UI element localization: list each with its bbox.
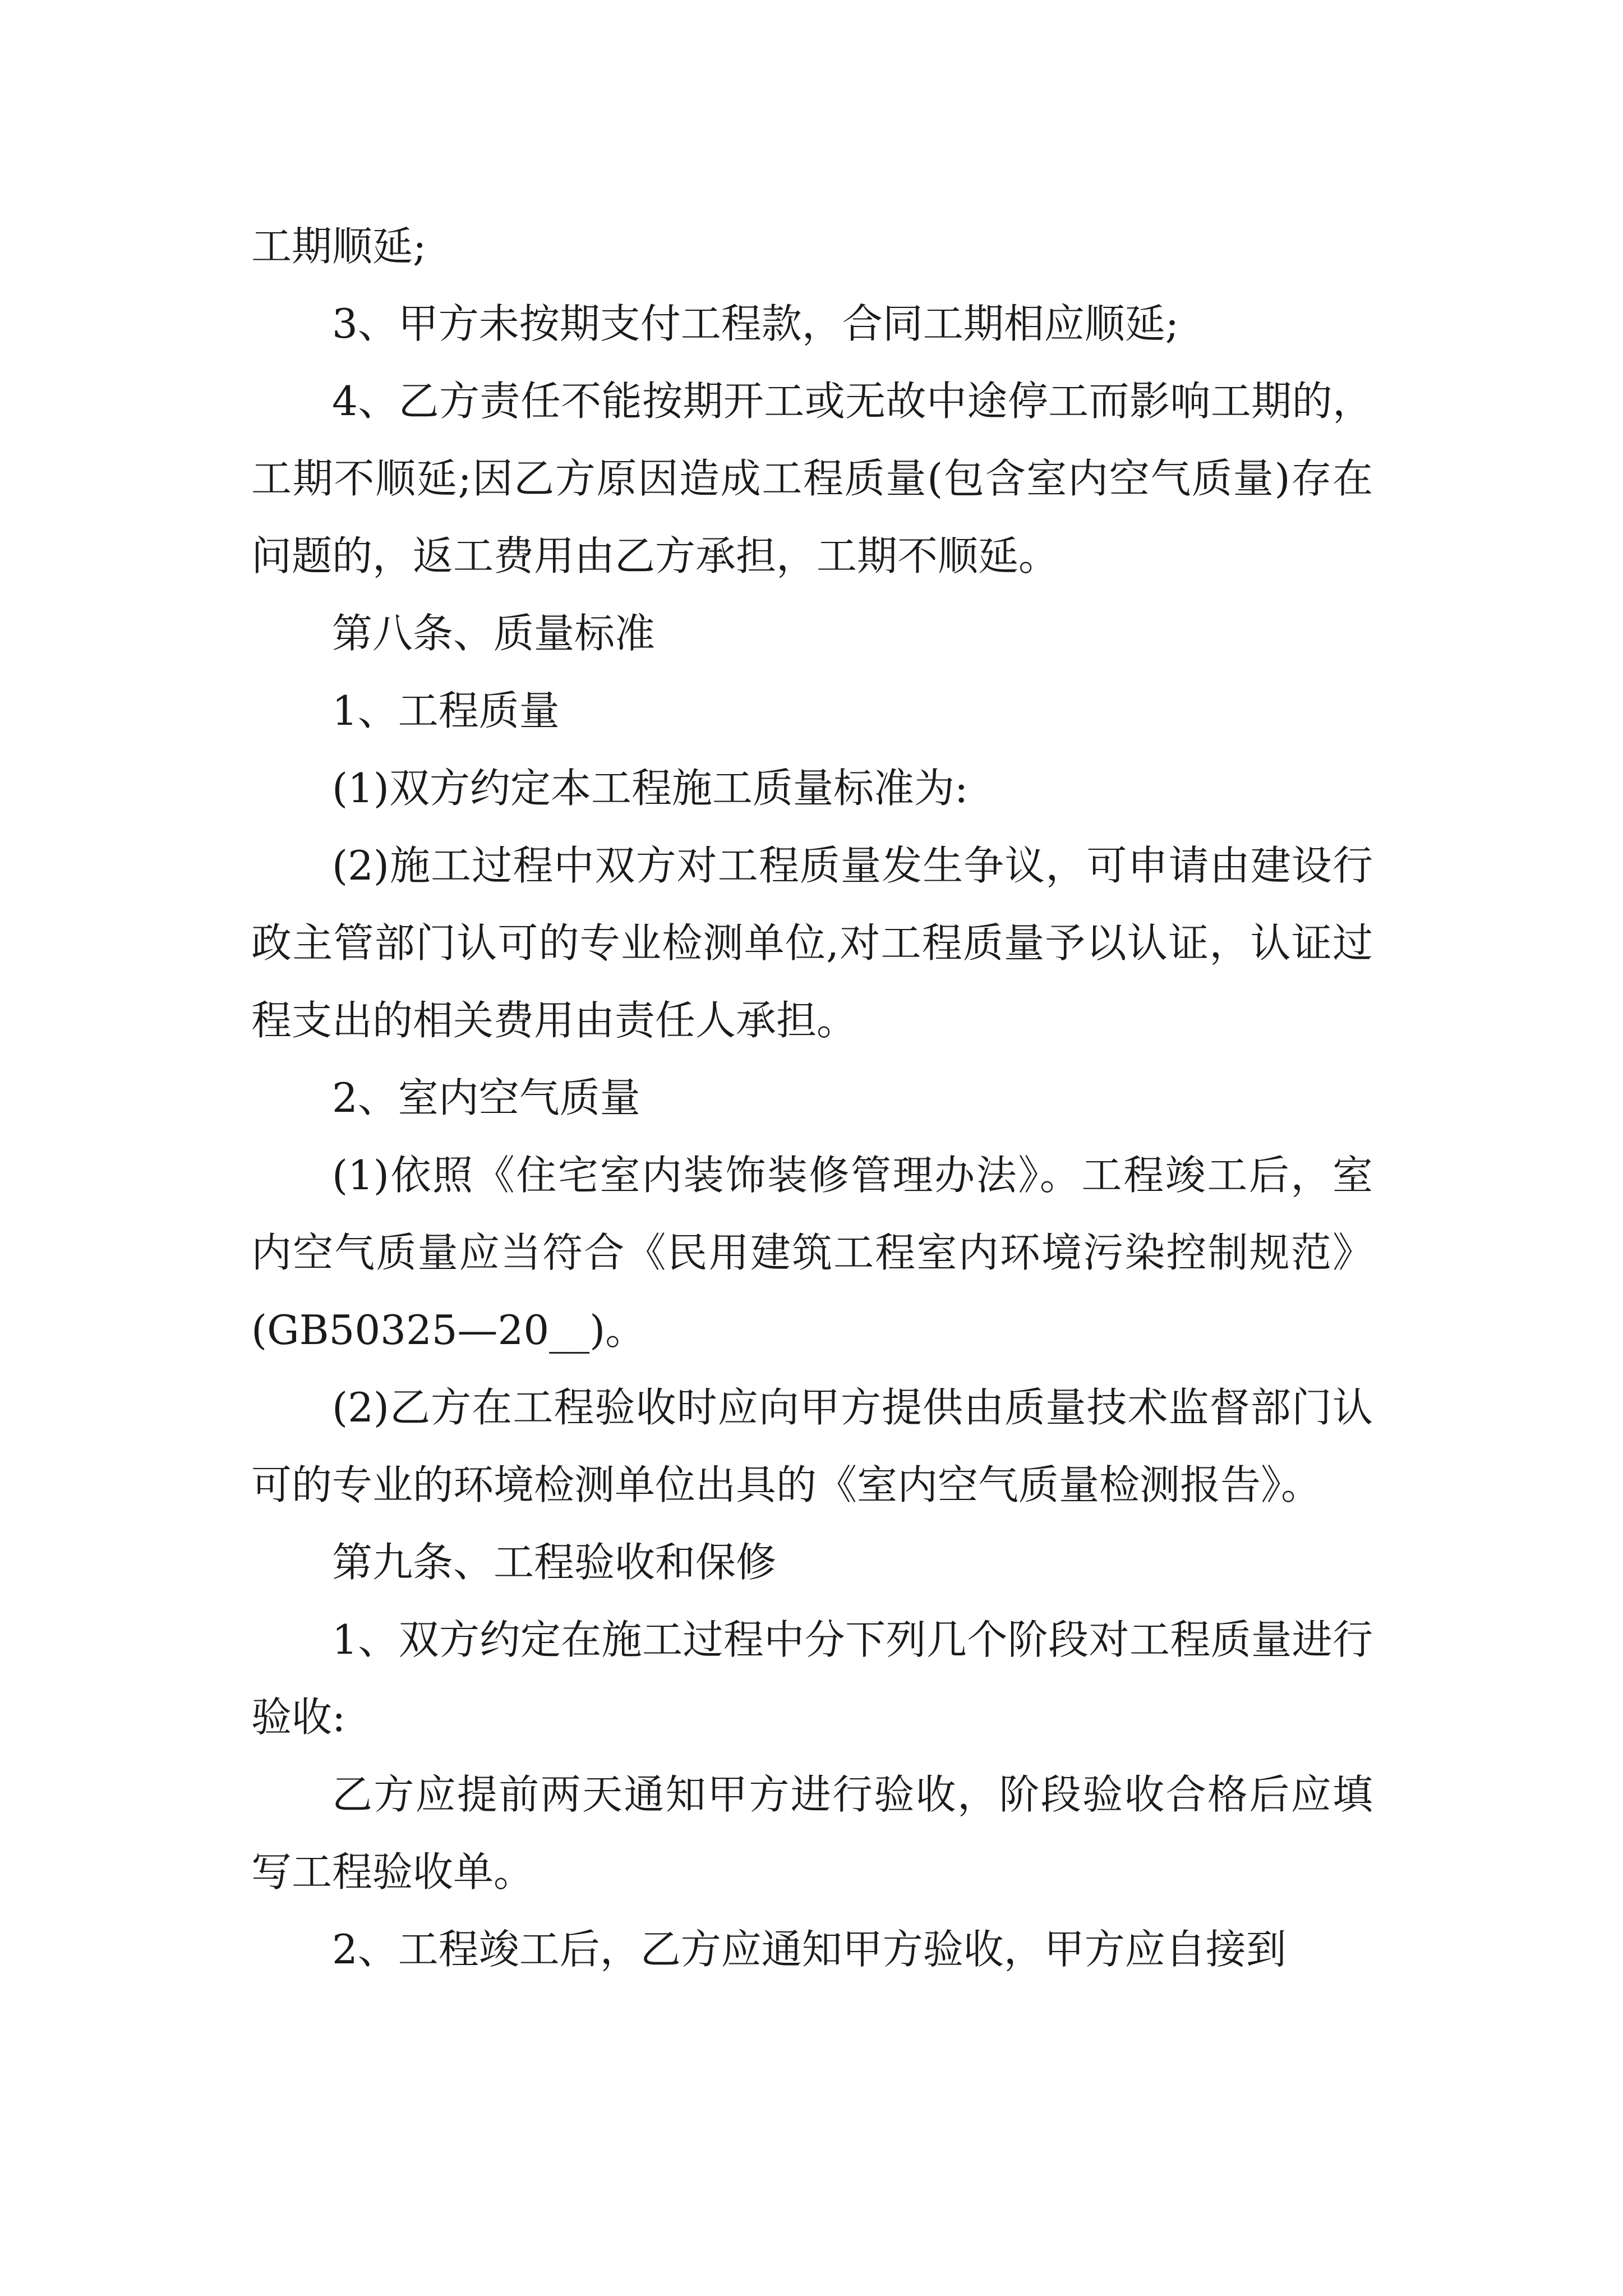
paragraph-air-quality-regulation: (1)依照《住宅室内装饰装修管理办法》。工程竣工后，室内空气质量应当符合《民用建筑工程室内环境污染控制规范》(GB50325—20__)。 [251, 1152, 1373, 1354]
paragraph-stage-acceptance: 1、双方约定在施工过程中分下列几个阶段对工程质量进行验收: [251, 1616, 1373, 1741]
paragraph-2: 3、甲方未按期支付工程款，合同工期相应顺延; [332, 300, 1179, 347]
document-body [251, 208, 1373, 1988]
paragraph-air-quality-report: (2)乙方在工程验收时应向甲方提供由质量技术监督部门认可的专业的环境检测单位出具的《室内空气质量检测报告》。 [251, 1384, 1373, 1508]
paragraph-quality-dispute: (2)施工过程中双方对工程质量发生争议，可申请由建设行政主管部门认可的专业检测单位,对工程质量予以认证，认证过程支出的相关费用由责任人承担。 [251, 842, 1373, 1044]
section-heading-article-8: 第八条、质量标准 [332, 610, 656, 657]
paragraph-1: 工期顺延; [251, 223, 427, 270]
section-heading-article-9: 第九条、工程验收和保修 [332, 1539, 777, 1586]
paragraph-completion-acceptance: 2、工程竣工后，乙方应通知甲方验收，甲方应自接到 [332, 1926, 1287, 1973]
paragraph-acceptance-notice: 乙方应提前两天通知甲方进行验收，阶段验收合格后应填写工程验收单。 [251, 1771, 1373, 1895]
subheading-project-quality: 1、工程质量 [332, 687, 560, 734]
paragraph-3: 4、乙方责任不能按期开工或无故中途停工而影响工期的，工期不顺延;因乙方原因造成工程质量(包含室内空气质量)存在问题的，返工费用由乙方承担，工期不顺延。 [251, 378, 1373, 579]
paragraph-quality-standard: (1)双方约定本工程施工质量标准为: [332, 765, 969, 812]
subheading-indoor-air-quality: 2、室内空气质量 [332, 1074, 640, 1121]
